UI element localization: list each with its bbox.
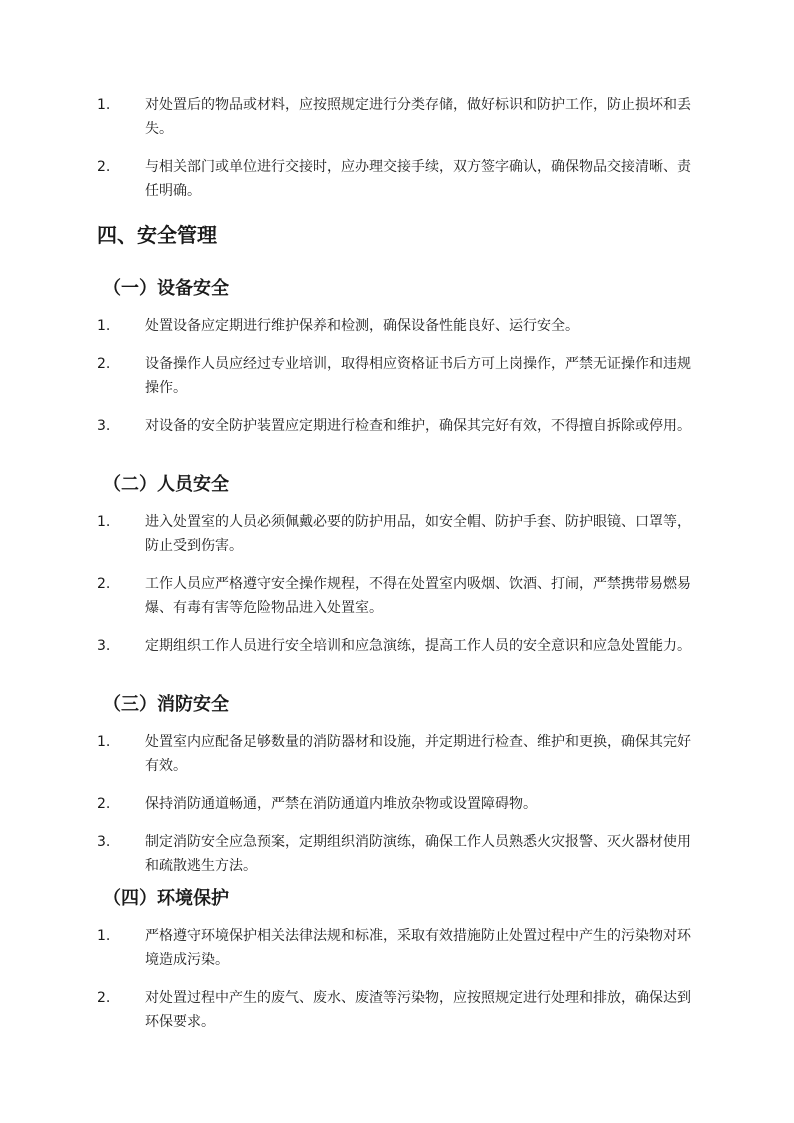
continued-list — [0, 93, 794, 217]
item-number: 1. — [97, 734, 111, 750]
list-item — [0, 830, 794, 878]
list-item — [0, 986, 794, 1034]
equipment-safety-list — [0, 314, 794, 452]
list-item — [0, 155, 794, 203]
item-text: 保持消防通道畅通，严禁在消防通道内堆放杂物或设置障碍物。 — [145, 796, 537, 812]
item-text: 设备操作人员应经过专业培训，取得相应资格证书后方可上岗操作，严禁无证操作和违规操作。 — [145, 356, 691, 396]
item-number: 1. — [97, 318, 111, 334]
list-item — [0, 572, 794, 620]
list-item — [0, 792, 794, 816]
subheading-equipment-safety: （一）设备安全 — [103, 278, 229, 299]
item-text: 对处置过程中产生的废气、废水、废渣等污染物，应按照规定进行处理和排放，确保达到环保要求。 — [145, 990, 691, 1030]
item-number: 2. — [97, 576, 111, 592]
item-text: 处置设备应定期进行维护保养和检测，确保设备性能良好、运行安全。 — [145, 318, 579, 334]
item-number: 2. — [97, 356, 111, 372]
item-text: 进入处置室的人员必须佩戴必要的防护用品，如安全帽、防护手套、防护眼镜、口罩等，防止受到伤害。 — [145, 514, 691, 554]
item-text: 对处置后的物品或材料，应按照规定进行分类存储，做好标识和防护工作，防止损坏和丢失。 — [145, 97, 691, 137]
environmental-protection-list — [0, 924, 794, 1048]
item-number: 2. — [97, 159, 111, 175]
item-number: 3. — [97, 834, 111, 850]
item-number: 1. — [97, 97, 111, 113]
list-item — [0, 93, 794, 141]
item-number: 2. — [97, 796, 111, 812]
subheading-personnel-safety: （二）人员安全 — [103, 474, 229, 495]
item-number: 2. — [97, 990, 111, 1006]
item-number: 3. — [97, 418, 111, 434]
item-text: 与相关部门或单位进行交接时，应办理交接手续，双方签字确认，确保物品交接清晰、责任明确。 — [145, 159, 691, 199]
item-text: 工作人员应严格遵守安全操作规程，不得在处置室内吸烟、饮酒、打闹，严禁携带易燃易爆、有毒有害等危险物品进入处置室。 — [145, 576, 691, 616]
list-item — [0, 352, 794, 400]
section-heading-safety-management: 四、安全管理 — [97, 223, 217, 247]
item-number: 1. — [97, 514, 111, 530]
list-item — [0, 414, 794, 438]
list-item — [0, 730, 794, 778]
subheading-environmental-protection: （四）环境保护 — [103, 888, 229, 909]
item-number: 1. — [97, 928, 111, 944]
item-number: 3. — [97, 638, 111, 654]
item-text: 制定消防安全应急预案，定期组织消防演练，确保工作人员熟悉火灾报警、灭火器材使用和疏散逃生方法。 — [145, 834, 691, 874]
item-text: 处置室内应配备足够数量的消防器材和设施，并定期进行检查、维护和更换，确保其完好有效。 — [145, 734, 691, 774]
item-text: 严格遵守环境保护相关法律法规和标准，采取有效措施防止处置过程中产生的污染物对环境造成污染。 — [145, 928, 691, 968]
fire-safety-list — [0, 730, 794, 892]
item-text: 定期组织工作人员进行安全培训和应急演练，提高工作人员的安全意识和应急处置能力。 — [145, 638, 691, 654]
list-item — [0, 314, 794, 338]
subheading-fire-safety: （三）消防安全 — [103, 694, 229, 715]
item-text: 对设备的安全防护装置应定期进行检查和维护，确保其完好有效，不得擅自拆除或停用。 — [145, 418, 691, 434]
list-item — [0, 924, 794, 972]
list-item — [0, 634, 794, 658]
list-item — [0, 510, 794, 558]
personnel-safety-list — [0, 510, 794, 672]
